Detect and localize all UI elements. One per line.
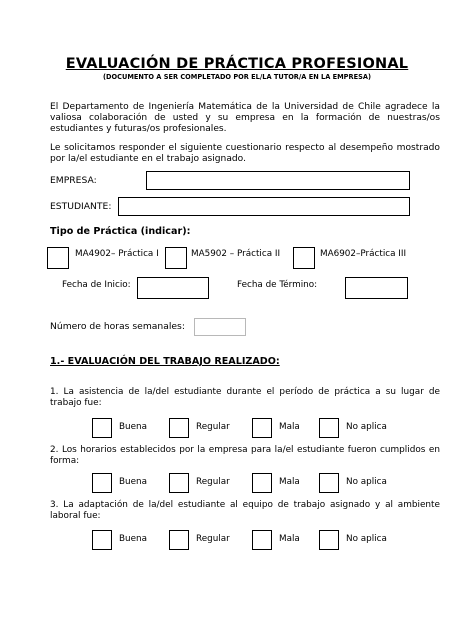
- q1-no-aplica-label: No aplica: [346, 422, 387, 432]
- q2-regular-label: Regular: [196, 477, 230, 487]
- document-subtitle: (DOCUMENTO A SER COMPLETADO POR EL/LA TUTOR/A EN LA EMPRESA): [103, 73, 371, 81]
- estudiante-label: ESTUDIANTE:: [50, 201, 112, 212]
- weekly-hours-label: Número de horas semanales:: [50, 321, 185, 332]
- practice-ii-label: MA5902 – Práctica II: [191, 249, 281, 259]
- practice-ii-checkbox[interactable]: [165, 247, 187, 269]
- practice-iii-label: MA6902–Práctica III: [320, 249, 407, 259]
- q2-buena-label: Buena: [119, 477, 147, 487]
- q1-buena-checkbox[interactable]: [92, 418, 112, 438]
- intro-paragraph: El Departamento de Ingeniería Matemática de la Universidad de Chile agradece la valiosa colaboración de usted y su empresa en la formación de nuestras/os estudiantes y futuras/os profesionales.: [50, 102, 440, 134]
- q3-regular-checkbox[interactable]: [169, 530, 189, 550]
- q1-buena-label: Buena: [119, 422, 147, 432]
- q2-mala-checkbox[interactable]: [252, 473, 272, 493]
- q3-regular-label: Regular: [196, 534, 230, 544]
- q3-no-aplica-label: No aplica: [346, 534, 387, 544]
- start-date-label: Fecha de Inicio:: [62, 280, 131, 290]
- q3-no-aplica-checkbox[interactable]: [319, 530, 339, 550]
- q2-mala-label: Mala: [279, 477, 300, 487]
- practice-type-heading: Tipo de Práctica (indicar):: [50, 226, 191, 237]
- q2-no-aplica-label: No aplica: [346, 477, 387, 487]
- q1-mala-label: Mala: [279, 422, 300, 432]
- q1-regular-checkbox[interactable]: [169, 418, 189, 438]
- instructions-paragraph: Le solicitamos responder el siguiente cuestionario respecto al desempeño mostrado por la/el estudiante en el trabajo asignado.: [50, 143, 440, 164]
- end-date-label: Fecha de Término:: [237, 280, 318, 290]
- estudiante-field[interactable]: [118, 197, 410, 216]
- q1-mala-checkbox[interactable]: [252, 418, 272, 438]
- question-1: 1. La asistencia de la/del estudiante durante el período de práctica a su lugar de trabajo fue:: [50, 387, 440, 408]
- q3-buena-checkbox[interactable]: [92, 530, 112, 550]
- q2-regular-checkbox[interactable]: [169, 473, 189, 493]
- section-1-heading: 1.- EVALUACIÓN DEL TRABAJO REALIZADO:: [50, 356, 280, 367]
- empresa-label: EMPRESA:: [50, 175, 97, 186]
- practice-i-checkbox[interactable]: [47, 247, 69, 269]
- question-2: 2. Los horarios establecidos por la empresa para la/el estudiante fueron cumplidos en forma:: [50, 445, 440, 466]
- weekly-hours-field[interactable]: [194, 318, 246, 336]
- q2-no-aplica-checkbox[interactable]: [319, 473, 339, 493]
- q3-mala-label: Mala: [279, 534, 300, 544]
- empresa-field[interactable]: [146, 171, 410, 190]
- document-title: EVALUACIÓN DE PRÁCTICA PROFESIONAL: [65, 56, 409, 72]
- start-date-field[interactable]: [137, 277, 209, 299]
- end-date-field[interactable]: [345, 277, 408, 299]
- question-3: 3. La adaptación de la/del estudiante al equipo de trabajo asignado y al ambiente laboral fue:: [50, 500, 440, 521]
- q3-buena-label: Buena: [119, 534, 147, 544]
- q3-mala-checkbox[interactable]: [252, 530, 272, 550]
- q1-no-aplica-checkbox[interactable]: [319, 418, 339, 438]
- q2-buena-checkbox[interactable]: [92, 473, 112, 493]
- q1-regular-label: Regular: [196, 422, 230, 432]
- practice-i-label: MA4902– Práctica I: [75, 249, 159, 259]
- practice-iii-checkbox[interactable]: [293, 247, 315, 269]
